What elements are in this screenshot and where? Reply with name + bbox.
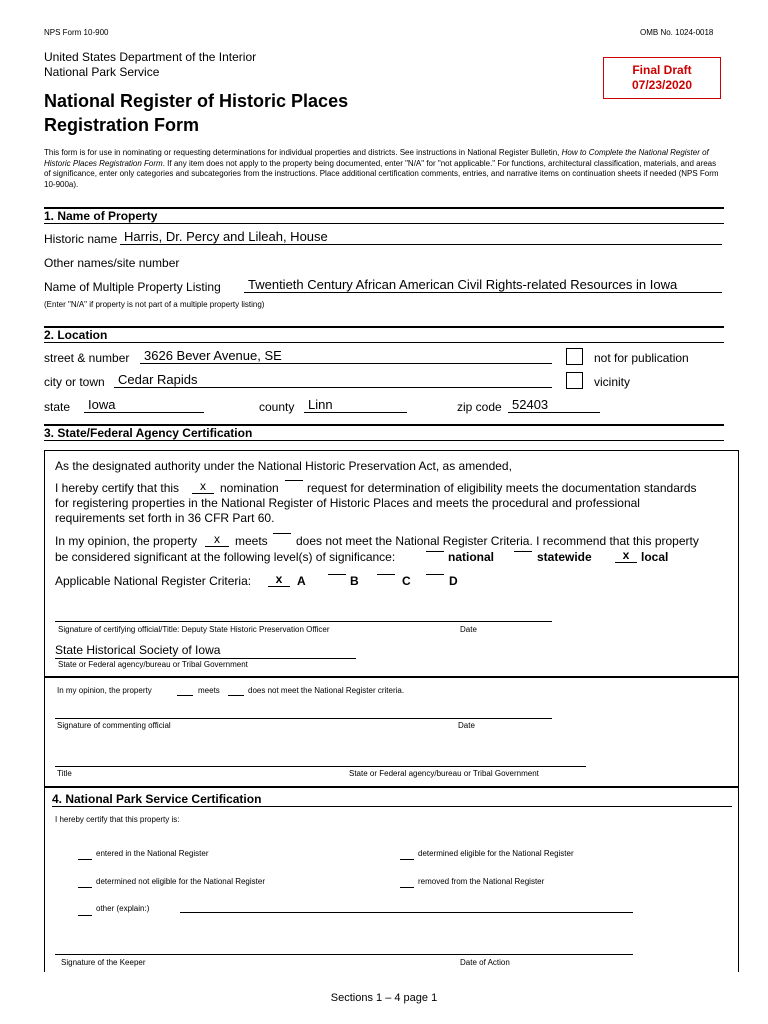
opt-removed-label: removed from the National Register xyxy=(418,877,545,886)
opinion2-meets-mark[interactable] xyxy=(177,687,193,696)
service: National Park Service xyxy=(44,65,160,79)
omb-number: OMB No. 1024-0018 xyxy=(640,28,714,37)
instructions-part1: This form is for use in nominating or requesting determinations for individual properties and districts. See instructions in National Register Bulletin, xyxy=(44,148,562,157)
department: United States Department of the Interior xyxy=(44,50,257,64)
opt-other-label: other (explain:) xyxy=(96,904,150,913)
statewide-label: statewide xyxy=(537,550,592,564)
zip-label: zip code xyxy=(457,400,502,414)
signature-keeper-label: Signature of the Keeper xyxy=(61,958,146,967)
opt-determined-not-eligible-label: determined not eligible for the National Register xyxy=(96,877,265,886)
authority-statement: As the designated authority under the National Historic Preservation Act, as amended, xyxy=(55,459,512,473)
opinion2-text-a: In my opinion, the property xyxy=(57,686,152,695)
entered-mark[interactable] xyxy=(78,851,92,860)
opt-determined-eligible-label: determined eligible for the National Register xyxy=(418,849,574,858)
instructions-bulletin-title: How to Complete the National Register of Historic Places Registration Form xyxy=(44,148,709,168)
mpl-note: (Enter "N/A" if property is not part of a multiple property listing) xyxy=(44,300,265,309)
criteria-a-label: A xyxy=(297,574,306,588)
certify-line2: for registering properties in the National Register of Historic Places and meets the procedural and professional xyxy=(55,496,640,510)
state-field[interactable]: Iowa xyxy=(84,397,204,413)
title-label: Title xyxy=(57,769,72,778)
opinion2-not-meet-mark[interactable] xyxy=(228,687,244,696)
not-for-publication-checkbox[interactable] xyxy=(566,348,583,365)
determined-not-eligible-mark[interactable] xyxy=(78,879,92,888)
other-names-label: Other names/site number xyxy=(44,256,180,270)
historic-name-label: Historic name xyxy=(44,232,118,246)
date2-label: Date xyxy=(458,721,475,730)
criteria-label: Applicable National Register Criteria: xyxy=(55,574,252,588)
nomination-mark[interactable]: x xyxy=(192,480,214,494)
criteria-c-label: C xyxy=(402,574,411,588)
criteria-b-label: B xyxy=(350,574,359,588)
criteria-a-mark[interactable]: x xyxy=(268,573,290,587)
state-label: state xyxy=(44,400,71,414)
agency-name-field[interactable]: State Historical Society of Iowa xyxy=(55,643,356,659)
city-field[interactable]: Cedar Rapids xyxy=(114,372,552,388)
certify-text-a: I hereby certify that this xyxy=(55,481,180,495)
request-mark[interactable] xyxy=(285,480,303,481)
draft-stamp xyxy=(603,57,721,99)
opinion-text-b: meets xyxy=(235,534,268,548)
signature-official-label: Signature of certifying official/Title: Deputy State Historic Preservation Officer xyxy=(58,625,330,634)
section2-heading: 2. Location xyxy=(44,326,724,343)
criteria-b-mark[interactable] xyxy=(328,574,346,575)
form-title-line2: Registration Form xyxy=(44,115,200,135)
certify-text-c: request for determination of eligibility meets the documentation standards xyxy=(307,481,697,495)
criteria-d-label: D xyxy=(449,574,458,588)
opinion-text-c: does not meet the National Register Criteria. I recommend that this property xyxy=(296,534,699,548)
criteria-d-mark[interactable] xyxy=(426,574,444,575)
county-label: county xyxy=(259,400,295,414)
street-field[interactable]: 3626 Bever Avenue, SE xyxy=(140,348,552,364)
other-explain-line[interactable] xyxy=(180,911,633,913)
mpl-label: Name of Multiple Property Listing xyxy=(44,280,221,294)
instructions-part2: . If any item does not apply to the property being documented, enter "N/A" for "not applicable." For functions, architectural classification, materials, and areas of significance, enter only categories and subcategories from the instructions. Place additional certification comments, entries, and narrative items on continuation sheets if needed (NPS Form 10-900a). xyxy=(44,158,719,189)
draft-date: 07/23/2020 xyxy=(631,78,693,92)
removed-mark[interactable] xyxy=(400,879,414,888)
certify-text-b: nomination xyxy=(220,481,279,495)
date-of-action-label: Date of Action xyxy=(460,958,510,967)
page-footer: Sections 1 – 4 page 1 xyxy=(330,992,438,1004)
national-label: national xyxy=(448,550,495,564)
historic-name-field[interactable]: Harris, Dr. Percy and Lileah, House xyxy=(120,229,722,245)
signature-keeper-line[interactable] xyxy=(55,953,633,955)
does-not-meet-mark[interactable] xyxy=(273,533,291,534)
section1-heading: 1. Name of Property xyxy=(44,207,724,224)
title-agency-line[interactable] xyxy=(55,765,586,767)
mpl-field[interactable]: Twentieth Century African American Civil Rights-related Resources in Iowa xyxy=(244,277,722,293)
opinion-text-a: In my opinion, the property xyxy=(55,534,198,548)
form-number: NPS Form 10-900 xyxy=(44,28,109,37)
meets-mark[interactable]: x xyxy=(205,533,229,547)
vicinity-checkbox[interactable] xyxy=(566,372,583,389)
agency2-label: State or Federal agency/bureau or Tribal Government xyxy=(349,769,539,778)
section3-heading: 3. State/Federal Agency Certification xyxy=(44,424,724,441)
county-field[interactable]: Linn xyxy=(304,397,407,413)
opinion2-text-b: meets xyxy=(198,686,220,695)
section4-heading: 4. National Park Service Certification xyxy=(52,792,732,807)
opinion2-text-c: does not meet the National Register criteria. xyxy=(248,686,405,695)
street-label: street & number xyxy=(44,351,130,365)
local-label: local xyxy=(641,550,669,564)
opt-entered-label: entered in the National Register xyxy=(96,849,209,858)
zip-field[interactable]: 52403 xyxy=(508,397,600,413)
date-label: Date xyxy=(460,625,477,634)
agency-label: State or Federal agency/bureau or Tribal Government xyxy=(58,660,248,669)
opinion-line2: be considered significant at the following level(s) of significance: xyxy=(55,550,396,564)
instructions xyxy=(44,148,724,190)
form-title-line1: National Register of Historic Places xyxy=(44,91,349,111)
other-mark[interactable] xyxy=(78,907,92,916)
statewide-mark[interactable] xyxy=(514,551,532,552)
local-mark[interactable]: x xyxy=(615,549,637,563)
signature-official-line[interactable] xyxy=(55,620,552,622)
determined-eligible-mark[interactable] xyxy=(400,851,414,860)
certify-line3: requirements set forth in 36 CFR Part 60. xyxy=(55,511,275,525)
vicinity-label: vicinity xyxy=(594,375,631,389)
not-for-publication-label: not for publication xyxy=(594,351,689,365)
national-mark[interactable] xyxy=(426,551,444,552)
criteria-c-mark[interactable] xyxy=(377,574,395,575)
section4-certify: I hereby certify that this property is: xyxy=(55,815,180,824)
city-label: city or town xyxy=(44,375,105,389)
signature-commenting-line[interactable] xyxy=(55,717,552,719)
signature-commenting-label: Signature of commenting official xyxy=(57,721,171,730)
draft-label: Final Draft xyxy=(632,63,692,77)
